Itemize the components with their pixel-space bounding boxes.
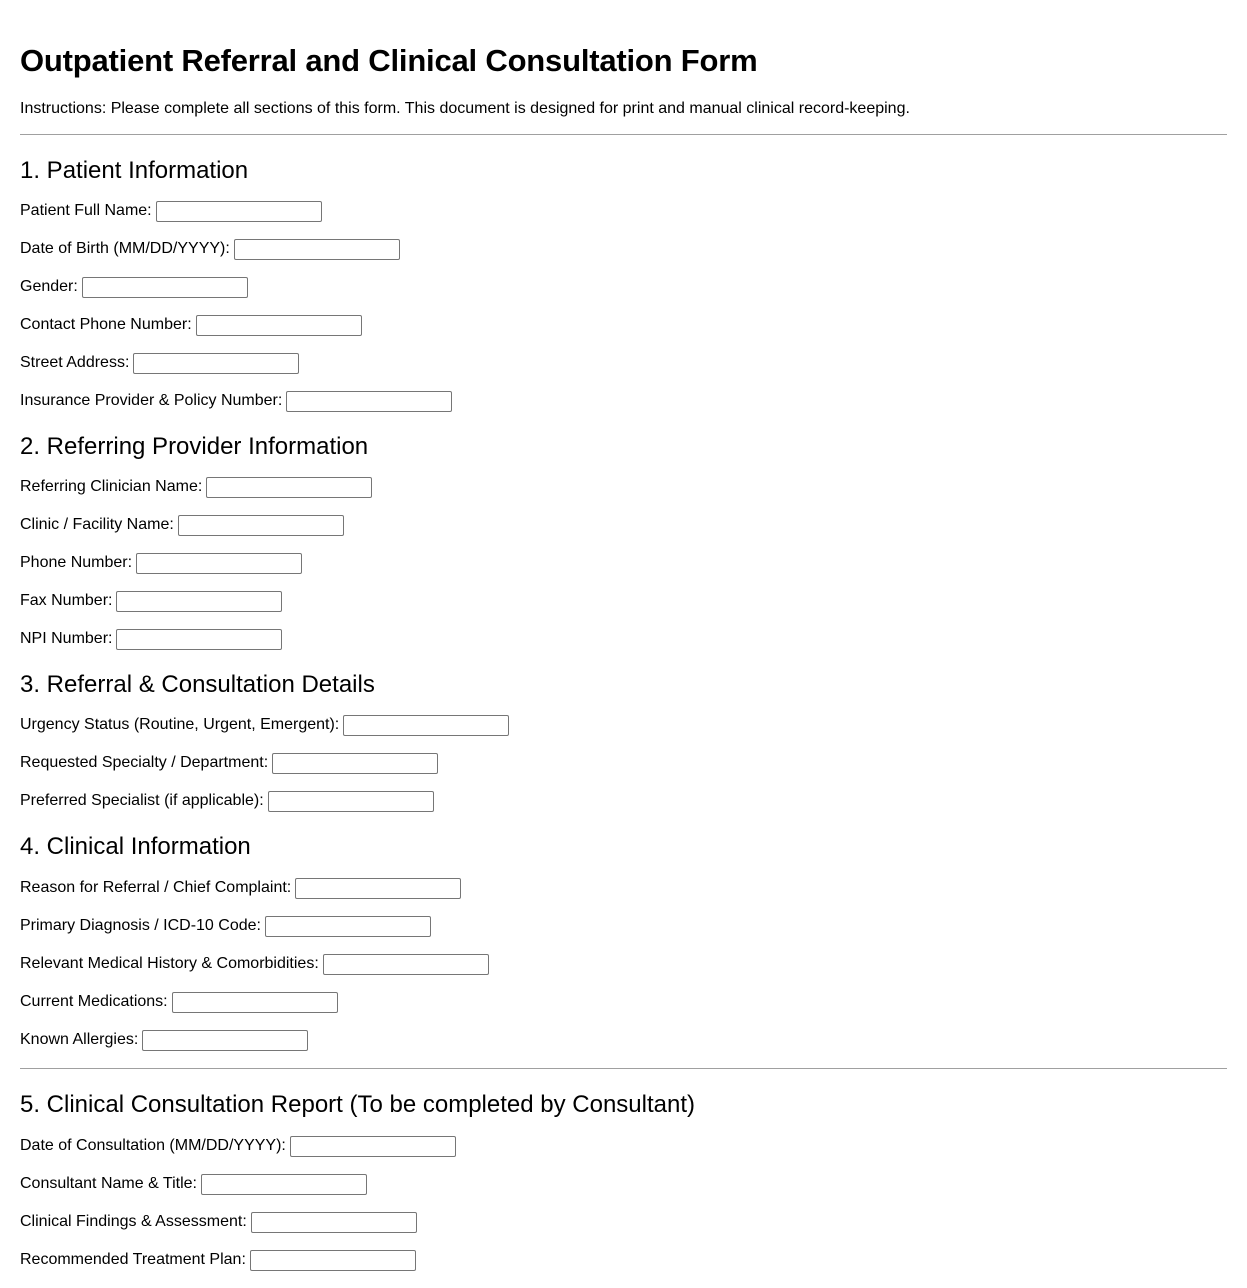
urgency-status-input[interactable] — [343, 715, 509, 736]
current-medications-row — [20, 991, 1227, 1013]
section-title: 2. Referring Provider Information — [20, 433, 369, 460]
date-of-birth-row — [20, 238, 1227, 260]
field-label: Clinical Findings & Assessment: — [20, 1213, 247, 1230]
section-clinical-information — [20, 832, 1227, 1051]
known-allergies-input[interactable] — [142, 1030, 308, 1051]
field-label: Fax Number: — [20, 592, 113, 609]
gender-row — [20, 276, 1227, 298]
primary-diagnosis-input[interactable] — [265, 916, 431, 937]
form-instructions: Instructions: Please complete all sections of this form. This document is designed for print and manual clinical record-keeping. — [20, 100, 910, 117]
clinical-findings-input[interactable] — [251, 1212, 417, 1233]
field-label: Urgency Status (Routine, Urgent, Emergent): — [20, 716, 340, 733]
field-label: Insurance Provider & Policy Number: — [20, 392, 283, 409]
section-title: 5. Clinical Consultation Report (To be completed by Consultant) — [20, 1091, 696, 1118]
contact-phone-input[interactable] — [196, 315, 362, 336]
primary-diagnosis-row — [20, 915, 1227, 937]
section-referral-details — [20, 670, 1227, 812]
date-of-birth-input[interactable] — [234, 239, 400, 260]
npi-number-input[interactable] — [116, 629, 282, 650]
section-title: 1. Patient Information — [20, 157, 249, 184]
current-medications-input[interactable] — [172, 992, 338, 1013]
section-title: 3. Referral & Consultation Details — [20, 671, 375, 698]
field-label: Clinic / Facility Name: — [20, 516, 174, 533]
consultant-divider — [20, 1068, 1227, 1069]
field-label: Reason for Referral / Chief Complaint: — [20, 879, 292, 896]
field-label: Requested Specialty / Department: — [20, 754, 269, 771]
section-patient-information — [20, 156, 1227, 412]
clinic-facility-row — [20, 514, 1227, 536]
clinical-findings-row — [20, 1211, 1227, 1233]
gender-input[interactable] — [82, 277, 248, 298]
field-label: Referring Clinician Name: — [20, 478, 203, 495]
referring-clinician-row — [20, 476, 1227, 498]
medical-history-row — [20, 953, 1227, 975]
contact-phone-row — [20, 314, 1227, 336]
treatment-plan-row — [20, 1249, 1227, 1271]
field-label: Preferred Specialist (if applicable): — [20, 792, 264, 809]
field-label: Date of Consultation (MM/DD/YYYY): — [20, 1137, 286, 1154]
preferred-specialist-row — [20, 790, 1227, 812]
field-label: Known Allergies: — [20, 1031, 139, 1048]
medical-history-input[interactable] — [323, 954, 489, 975]
known-allergies-row — [20, 1029, 1227, 1051]
fax-number-input[interactable] — [116, 591, 282, 612]
page-title: Outpatient Referral and Clinical Consultation Form — [20, 43, 758, 78]
requested-specialty-input[interactable] — [272, 753, 438, 774]
fax-number-row — [20, 590, 1227, 612]
field-label: Recommended Treatment Plan: — [20, 1251, 246, 1268]
street-address-input[interactable] — [133, 353, 299, 374]
referring-clinician-input[interactable] — [206, 477, 372, 498]
field-label: Current Medications: — [20, 993, 168, 1010]
reason-for-referral-row — [20, 877, 1227, 899]
treatment-plan-input[interactable] — [250, 1250, 416, 1271]
urgency-status-row — [20, 714, 1227, 736]
reason-for-referral-input[interactable] — [295, 878, 461, 899]
field-label: Primary Diagnosis / ICD-10 Code: — [20, 917, 261, 934]
field-label: Patient Full Name: — [20, 202, 152, 219]
patient-full-name-input[interactable] — [156, 201, 322, 222]
consultation-date-row — [20, 1135, 1227, 1157]
section-consultation-report — [20, 1090, 1227, 1271]
section-referring-provider — [20, 432, 1227, 650]
field-label: Date of Birth (MM/DD/YYYY): — [20, 240, 230, 257]
field-label: Phone Number: — [20, 554, 133, 571]
insurance-policy-input[interactable] — [286, 391, 452, 412]
field-label: Consultant Name & Title: — [20, 1175, 197, 1192]
requested-specialty-row — [20, 752, 1227, 774]
preferred-specialist-input[interactable] — [268, 791, 434, 812]
insurance-policy-row — [20, 390, 1227, 412]
top-divider — [20, 134, 1227, 135]
field-label: Gender: — [20, 278, 78, 295]
field-label: Relevant Medical History & Comorbidities: — [20, 955, 319, 972]
field-label: NPI Number: — [20, 630, 113, 647]
field-label: Street Address: — [20, 354, 130, 371]
consultant-name-input[interactable] — [201, 1174, 367, 1195]
street-address-row — [20, 352, 1227, 374]
section-title: 4. Clinical Information — [20, 833, 251, 860]
consultant-name-row — [20, 1173, 1227, 1195]
patient-full-name-row — [20, 200, 1227, 222]
npi-number-row — [20, 628, 1227, 650]
provider-phone-row — [20, 552, 1227, 574]
provider-phone-input[interactable] — [136, 553, 302, 574]
consultation-date-input[interactable] — [290, 1136, 456, 1157]
clinic-facility-input[interactable] — [178, 515, 344, 536]
field-label: Contact Phone Number: — [20, 316, 192, 333]
